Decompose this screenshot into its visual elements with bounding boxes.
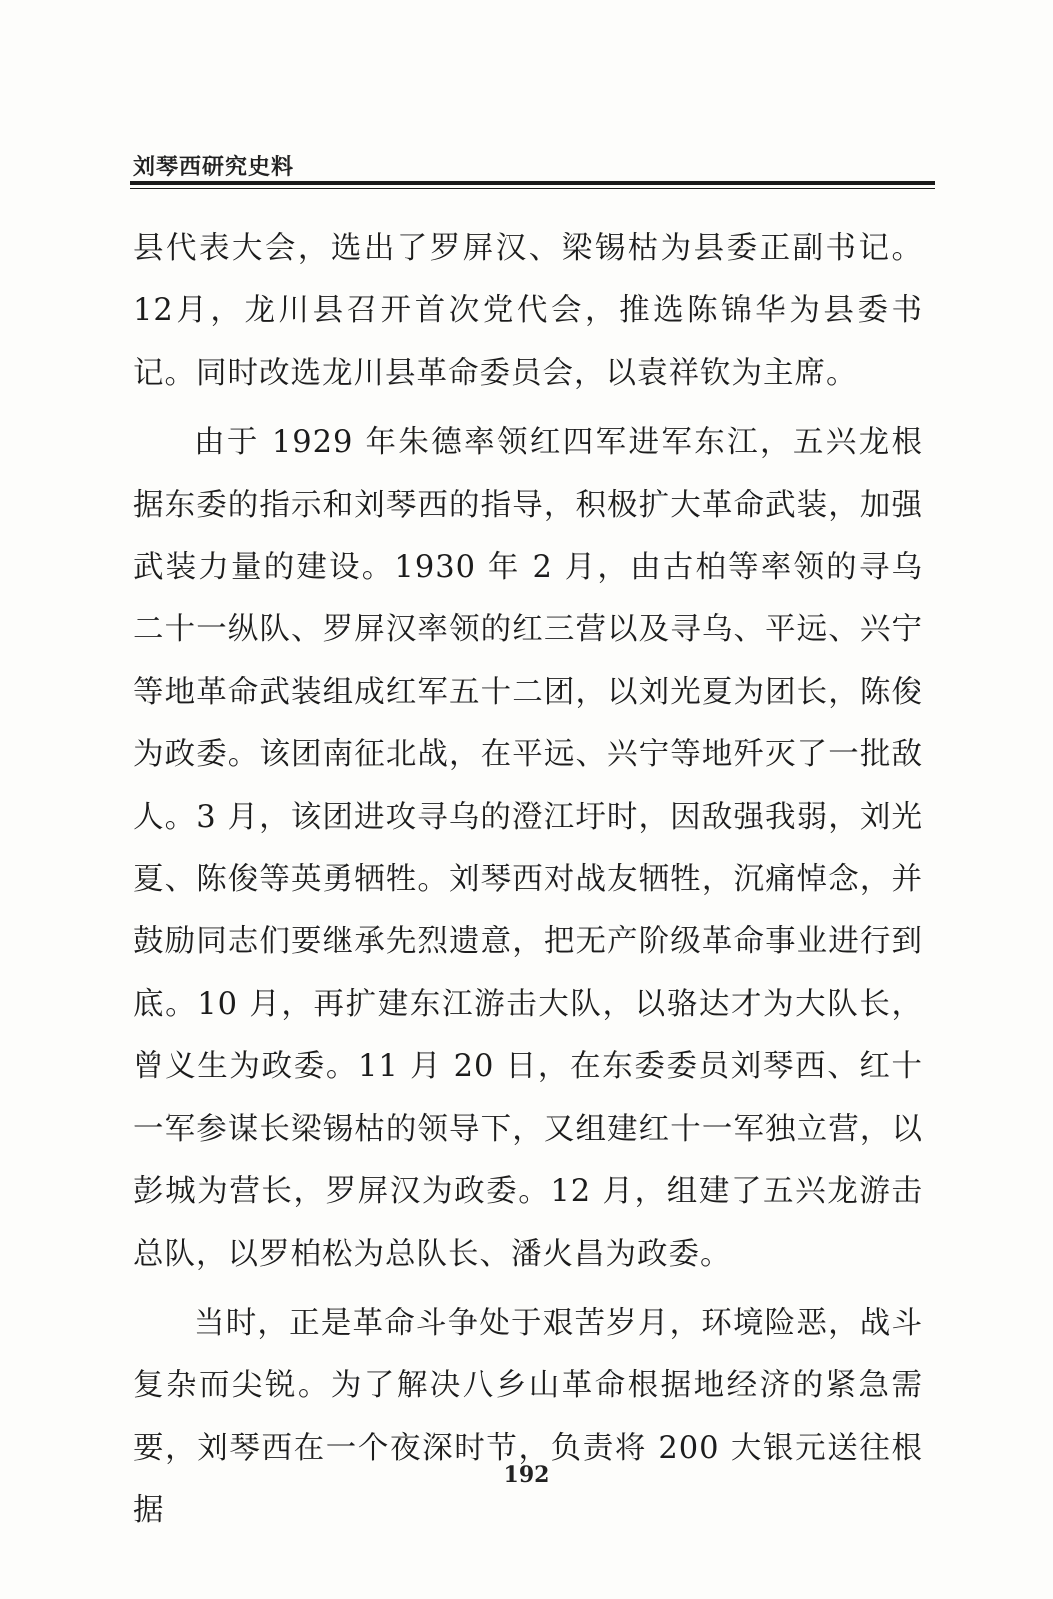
header-rule-thin (130, 188, 935, 189)
page-number: 192 (503, 1462, 550, 1488)
paragraph-red-army-expansion: 由于 1929 年朱德率领红四军进军东江，五兴龙根据东委的指示和刘琴西的指导，积极扩大革命武装，加强武装力量的建设。1930 年 2 月，由古柏等率领的寻乌二十一纵队、罗屏汉率领的红三营以及寻乌、平远、兴宁等地革命武装组成红军五十二团，以刘光夏为团长，陈俊为政委。该团南征北战，在平远、兴宁等地歼灭了一批敌人。3 月，该团进攻寻乌的澄江圩时，因敌强我弱，刘光夏、陈俊等英勇牺牲。刘琴西对战友牺牲，沉痛悼念，并鼓励同志们要继承先烈遗意，把无产阶级革命事业进行到底。10 月，再扩建东江游击大队，以骆达才为大队长，曾义生为政委。11 月 20 日，在东委委员刘琴西、红十一军参谋长梁锡枯的领导下，又组建红十一军独立营，以彭城为营长，罗屏汉为政委。12 月，组建了五兴龙游击总队，以罗柏松为总队长、潘火昌为政委。 (133, 425, 923, 1272)
paragraph-silver-delivery: 当时，正是革命斗争处于艰苦岁月，环境险恶，战斗复杂而尖锐。为了解决八乡山革命根据地经济的紧急需要，刘琴西在一个夜深时节，负责将 200 大银元送往根据 (133, 1305, 923, 1529)
body-text (133, 218, 923, 1550)
paragraph-continued: 县代表大会，选出了罗屏汉、梁锡枯为县委正副书记。12月，龙川县召开首次党代会，推选陈锦华为县委书记。同时改选龙川县革命委员会，以袁祥钦为主席。 (133, 231, 923, 391)
running-header-title: 刘琴西研究史料 (133, 155, 295, 180)
header-rule-thick (130, 181, 935, 185)
